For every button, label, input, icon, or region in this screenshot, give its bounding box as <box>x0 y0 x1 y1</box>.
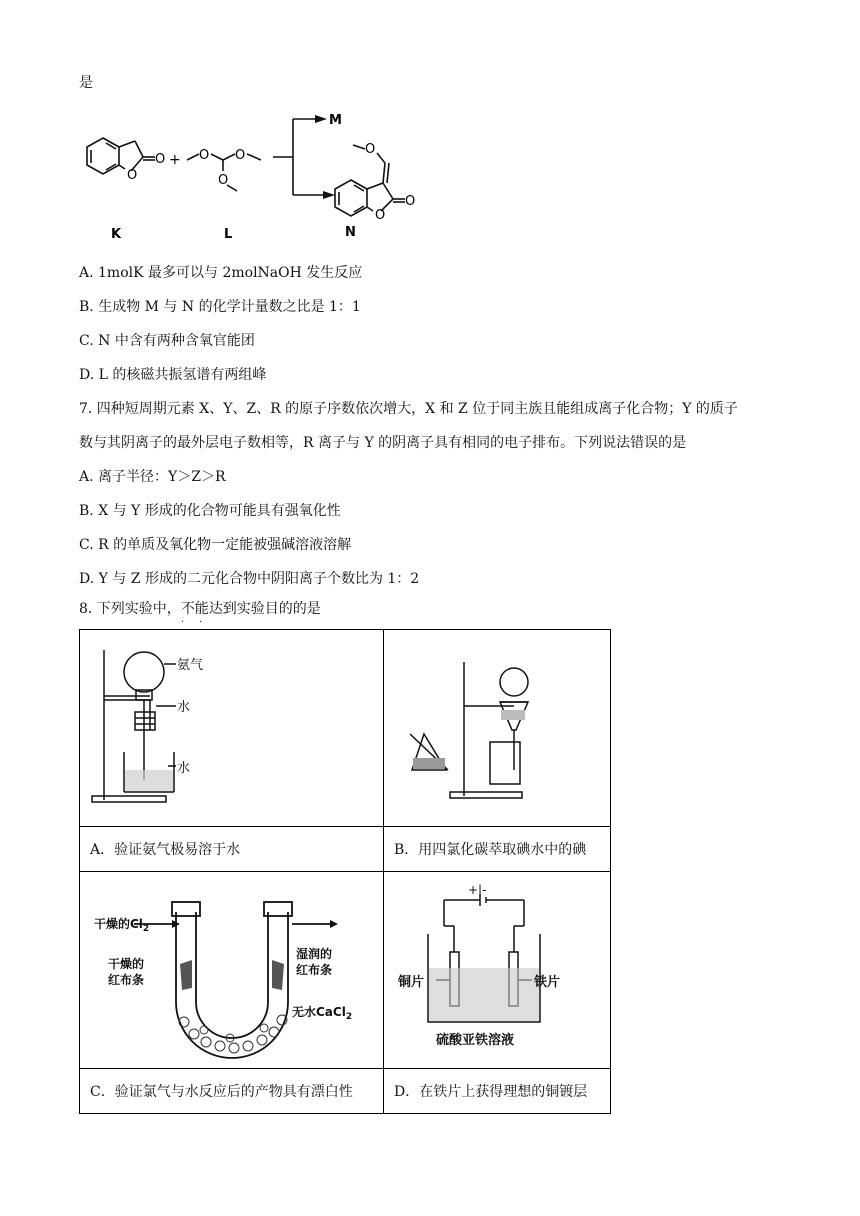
q6-option-d: D. L 的核磁共振氢谱有两组峰 <box>79 367 267 383</box>
product-m-label: M <box>329 113 342 128</box>
q8-stem <box>79 599 321 619</box>
caption-d: D．在铁片上获得理想的铜镀层 <box>384 1069 611 1114</box>
wet-cloth-label-2: 红布条 <box>296 963 333 977</box>
q8-suffix: 达到实验目的的是 <box>208 601 321 617</box>
plus-sign: + <box>169 152 181 168</box>
q6-option-b: B. 生成物 M 与 N 的化学计量数之比是 1：1 <box>79 299 361 315</box>
electroplating-apparatus <box>384 872 612 1064</box>
compound-n-label: N <box>345 225 356 240</box>
caption-a: A．验证氨气极易溶于水 <box>80 827 384 872</box>
ammonia-label: 氨气 <box>177 658 204 673</box>
dry-cloth-label-2: 红布条 <box>108 973 145 987</box>
experiment-table <box>79 629 611 1114</box>
q6-option-a: A. 1molK 最多可以与 2molNaOH 发生反应 <box>79 265 363 281</box>
fountain-apparatus <box>80 630 383 822</box>
q7-option-a: A. 离子半径：Y＞Z＞R <box>79 469 226 485</box>
cell-d-image <box>384 872 611 1069</box>
compound-k-label: K <box>111 227 122 242</box>
n-ring-o: O <box>375 208 386 223</box>
l-o1: O <box>199 148 210 163</box>
l-o3: O <box>218 173 229 188</box>
polarity-label: +|- <box>468 883 487 897</box>
water-label-bottom: 水 <box>177 761 191 776</box>
copper-label: 铜片 <box>398 975 425 990</box>
leading-text: 是 <box>79 75 93 91</box>
caption-b: B．用四氯化碳萃取碘水中的碘 <box>384 827 611 872</box>
q7-option-b: B. X 与 Y 形成的化合物可能具有强氧化性 <box>79 503 341 519</box>
q6-option-c: C. N 中含有两种含氧官能团 <box>79 333 255 349</box>
n-carbonyl-o: O <box>405 194 416 209</box>
dry-cloth-label-1: 干燥的 <box>108 957 145 971</box>
k-ring-o: O <box>127 168 138 183</box>
q7-stem-line2: 数与其阴离子的最外层电子数相等，R 离子与 Y 的阴离子具有相同的电子排布。下列说法错误的是 <box>79 435 687 451</box>
q8-prefix: 8. 下列实验中， <box>79 601 181 617</box>
compound-l-label: L <box>224 227 233 242</box>
cell-c-image <box>80 872 384 1069</box>
dry-cl2-label: 干燥的$Cl_2$ <box>94 917 150 934</box>
q8-emphasis: 不能 · · <box>181 601 209 617</box>
q7-option-d: D. Y 与 Z 形成的二元化合物中阴阳离子个数比为 1：2 <box>79 571 420 587</box>
caption-c: C．验证氯气与水反应后的产物具有漂白性 <box>80 1069 384 1114</box>
reaction-scheme <box>75 105 435 245</box>
u-tube-apparatus <box>80 872 383 1064</box>
water-label-top: 水 <box>177 700 191 715</box>
q7-stem-line1: 7. 四种短周期元素 X、Y、Z、R 的原子序数依次增大，X 和 Z 位于同主族且能组成离子化合物；Y 的质子 <box>79 401 738 417</box>
cacl2-label: 无水CaCl$_2$ <box>292 1005 353 1022</box>
solution-label: 硫酸亚铁溶液 <box>436 1033 515 1048</box>
k-carbonyl-o: O <box>155 152 166 167</box>
wet-cloth-label-1: 湿润的 <box>296 947 333 961</box>
n-ether-o: O <box>365 142 376 157</box>
l-o2: O <box>235 148 246 163</box>
iron-label: 铁片 <box>534 975 561 990</box>
q7-option-c: C. R 的单质及氧化物一定能被强碱溶液溶解 <box>79 537 352 553</box>
cell-a-image <box>80 630 384 827</box>
extraction-apparatus <box>384 630 612 822</box>
cell-b-image <box>384 630 611 827</box>
